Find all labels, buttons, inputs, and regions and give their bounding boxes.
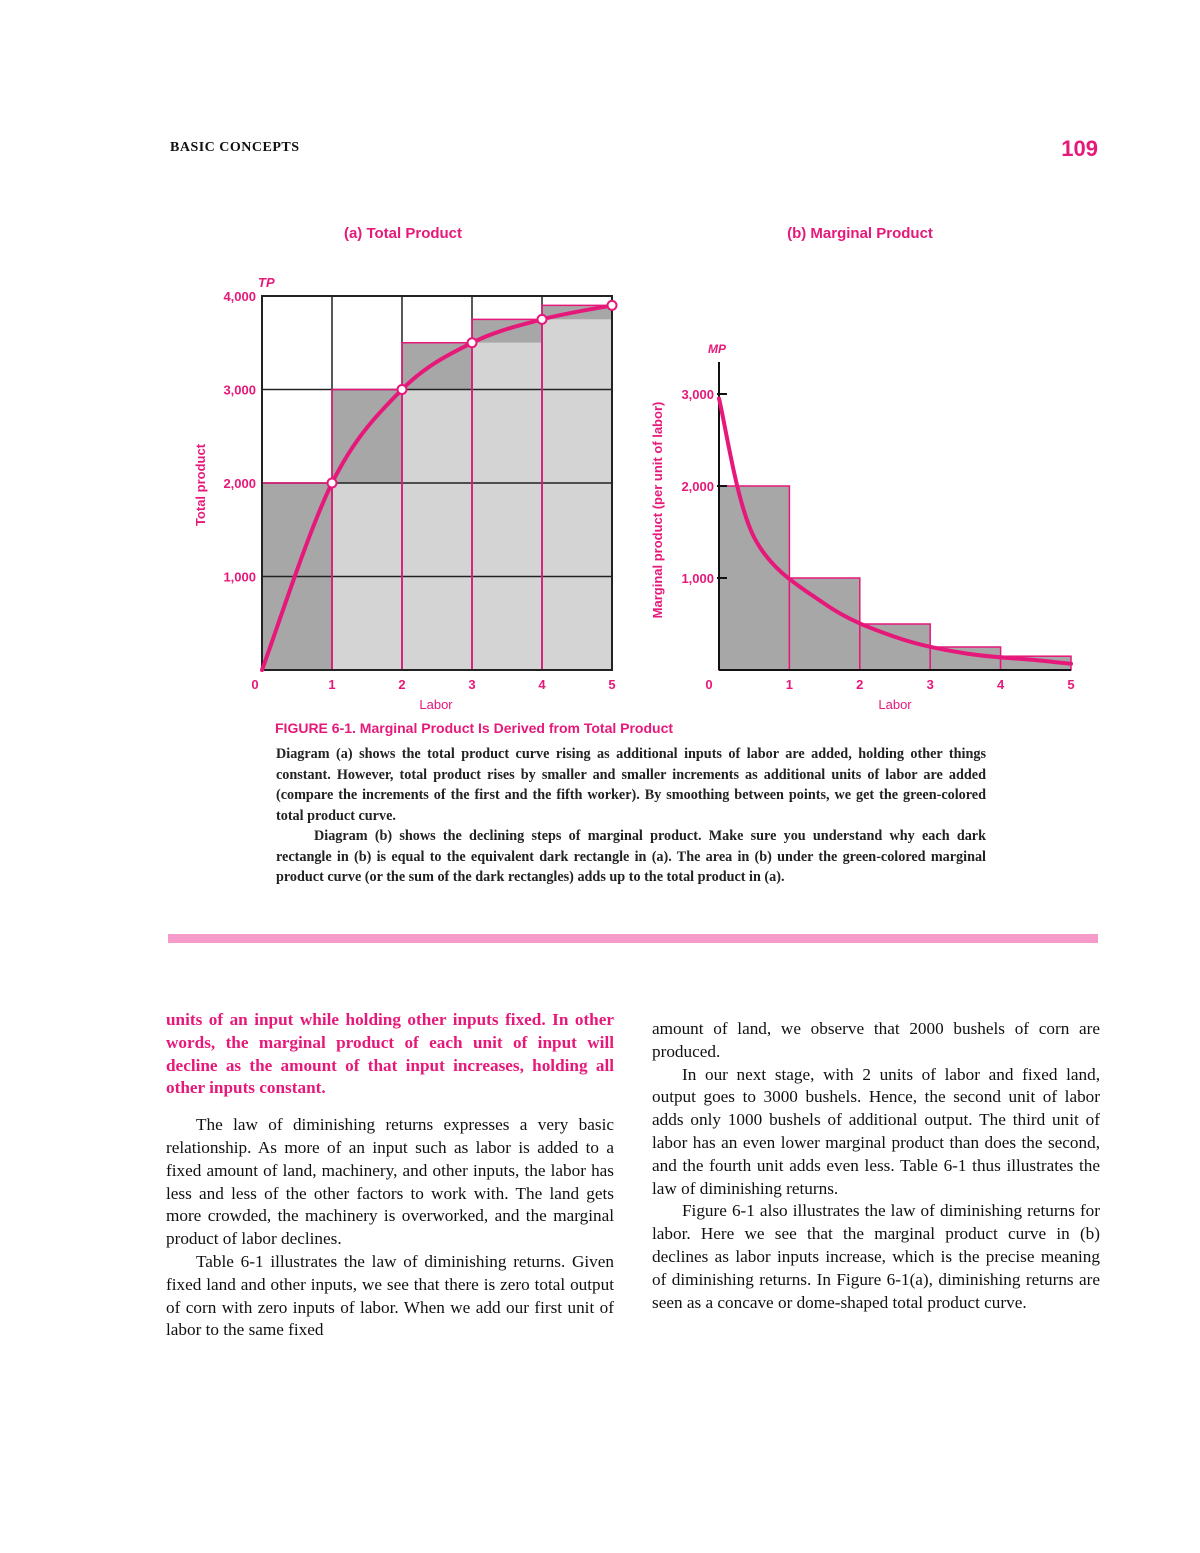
caption-paragraph: Diagram (a) shows the total product curve rising as additional inputs of labor are added, holding other things constant. However, total product rises by smaller and smaller increments as additional units of labor are added (compare the increments of the first and the fifth worker). By smoothing between points, we get the green-colored total product curve. — [276, 746, 986, 824]
x-tick-label: 1 — [328, 677, 336, 692]
x-tick-label: 4 — [538, 677, 546, 692]
x-tick-label: 5 — [608, 677, 616, 692]
chart-b-y-axis-label: Marginal product (per unit of labor) — [650, 401, 665, 619]
chart-a-x-axis-label: Labor — [419, 697, 453, 712]
tp-base-bar — [472, 343, 542, 670]
total-product-point — [468, 338, 477, 347]
highlighted-definition: units of an input while holding other inputs fixed. In other words, the marginal product of each unit of input will decline as the amount of that input increases, holding all other inputs constant. — [166, 1010, 614, 1098]
running-head: BASIC CONCEPTS — [170, 140, 300, 155]
x-tick-label: 3 — [468, 677, 476, 692]
y-tick-label: 1,000 — [681, 571, 714, 586]
chart-marginal-product — [650, 225, 1075, 712]
chart-a-axis-symbol: TP — [258, 275, 275, 290]
y-tick-label: 1,000 — [223, 569, 256, 585]
y-tick-label: 2,000 — [223, 476, 256, 491]
tp-base-bar — [402, 390, 472, 671]
figure-caption-title: FIGURE 6-1. Marginal Product Is Derived from Total Product — [275, 720, 674, 736]
y-tick-label: 3,000 — [681, 387, 714, 402]
x-tick-label: 0 — [705, 677, 713, 692]
page-number: 109 — [1061, 136, 1098, 161]
total-product-point — [608, 301, 617, 310]
marginal-product-bar — [789, 578, 859, 670]
total-product-point — [328, 479, 337, 488]
tp-increment-bar — [332, 390, 402, 484]
body-paragraph: Table 6-1 illustrates the law of diminishing returns. Given fixed land and other inputs, we see that there is zero total output of corn with zero inputs of labor. When we add our first unit of labor to the same fixed — [166, 1251, 614, 1340]
body-paragraph: Figure 6-1 also illustrates the law of diminishing returns for labor. Here we see that the marginal product curve in (b) declines as labor inputs increase, which is the precise meaning of diminishing returns. In Figure 6-1(a), diminishing returns are seen as a concave or dome-shaped total product curve. — [652, 1201, 1100, 1312]
tp-base-bar — [542, 319, 612, 670]
body-column-right — [652, 1018, 1100, 1314]
chart-a-title: (a) Total Product — [343, 225, 463, 242]
y-tick-label: 4,000 — [223, 289, 256, 304]
body-paragraph: In our next stage, with 2 units of labor and fixed land, output goes to 3000 bushels. Hence, the second unit of labor adds only 1000 bushels of additional output. The third unit of labor has an even lower marginal product than does the second, and the fourth unit adds even less. Table 6-1 thus illustrates the law of diminishing returns. — [652, 1064, 1100, 1198]
total-product-point — [398, 385, 407, 394]
chart-a-y-axis-label: Total product — [193, 443, 208, 527]
figure-caption — [276, 744, 986, 888]
x-tick-label: 5 — [1067, 677, 1075, 692]
caption-paragraph: Diagram (b) shows the declining steps of marginal product. Make sure you understand why each dark rectangle in (b) is equal to the equivalent dark rectangle in (a). The area in (b) under the green-colored marginal product curve (or the sum of the dark rectangles) adds up to the total product in (a). — [276, 828, 986, 885]
body-paragraph: The law of diminishing returns expresses a very basic relationship. As more of an input such as labor is added to a fixed amount of land, machinery, and other inputs, the labor has less and less of the other factors to work with. The land gets more crowded, the machinery is overworked, and the marginal product of labor declines. — [166, 1115, 614, 1249]
x-tick-label: 4 — [996, 677, 1005, 692]
y-tick-label: 2,000 — [681, 479, 714, 494]
marginal-product-bar — [860, 624, 930, 670]
x-tick-label: 0 — [251, 677, 259, 692]
x-tick-label: 2 — [398, 677, 406, 692]
marginal-product-bar — [719, 486, 789, 670]
chart-b-title: (b) Marginal Product — [787, 225, 933, 242]
body-paragraph: amount of land, we observe that 2000 bushels of corn are produced. — [652, 1019, 1100, 1061]
total-product-point — [538, 315, 547, 324]
chart-total-product — [193, 225, 617, 712]
chart-b-axis-symbol: MP — [708, 342, 726, 356]
y-tick-label: 3,000 — [223, 382, 256, 398]
chart-b-x-axis-label: Labor — [878, 697, 912, 712]
body-column-left — [166, 1009, 614, 1342]
figure-6-1 — [0, 0, 1200, 720]
section-divider — [168, 934, 1098, 943]
x-tick-label: 1 — [785, 677, 794, 692]
x-tick-label: 3 — [926, 677, 934, 692]
x-tick-label: 2 — [856, 677, 864, 692]
